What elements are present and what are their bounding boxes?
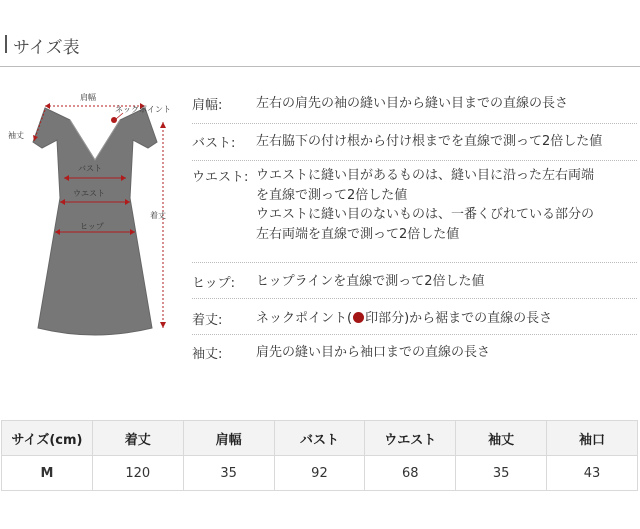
dress-diagram <box>0 80 190 360</box>
column-header: 袖口 <box>547 421 638 456</box>
table-cell: 43 <box>547 456 638 491</box>
description: 左右の肩先の袖の縫い目から縫い目までの直線の長さ <box>256 96 569 111</box>
table-cell: 68 <box>365 456 456 491</box>
label-sleeve: 袖丈 <box>8 131 24 140</box>
term: バスト: <box>192 136 236 151</box>
term: 着丈: <box>192 313 223 328</box>
label-length: 着丈 <box>150 211 166 220</box>
table-cell: 35 <box>456 456 547 491</box>
term: 袖丈: <box>192 347 223 362</box>
row-divider <box>192 123 637 124</box>
description-part: ネックポイント( <box>256 311 353 326</box>
column-header: 着丈 <box>92 421 183 456</box>
row-divider <box>192 298 637 299</box>
description-line: 左右両端を直線で測って2倍した値 <box>256 226 460 242</box>
label-waist: ウエスト <box>73 189 105 198</box>
table-row <box>2 456 638 491</box>
row-divider <box>192 334 637 335</box>
table-cell: 92 <box>274 456 365 491</box>
table-cell: 120 <box>92 456 183 491</box>
description-part: 印部分)から裾までの直線の長さ <box>365 311 553 326</box>
term: 肩幅: <box>192 98 223 113</box>
label-hip: ヒップ <box>80 222 104 231</box>
neck-point-marker-icon <box>353 312 364 323</box>
neck-point-dot <box>111 117 117 123</box>
term: ヒップ: <box>192 276 235 291</box>
table-header-row <box>2 421 638 456</box>
label-bust: バスト <box>78 164 102 173</box>
column-header: サイズ(cm) <box>2 421 93 456</box>
label-neck-point: ネックポイント <box>115 105 171 114</box>
description: 左右脇下の付け根から付け根までを直線で測って2倍した値 <box>256 134 603 149</box>
label-shoulder: 肩幅 <box>80 93 96 102</box>
description-line: を直線で測って2倍した値 <box>256 187 408 203</box>
description: ヒップラインを直線で測って2倍した値 <box>256 274 485 289</box>
column-header: ウエスト <box>365 421 456 456</box>
column-header: 袖丈 <box>456 421 547 456</box>
description-line: ウエストに縫い目のないものは、一番くびれている部分の <box>256 207 595 222</box>
size-table <box>1 420 638 491</box>
description: 肩先の縫い目から袖口までの直線の長さ <box>256 345 491 360</box>
title-accent-bar <box>5 35 7 53</box>
page-title: サイズ表 <box>13 38 80 58</box>
row-divider <box>192 262 637 263</box>
divider <box>0 66 640 67</box>
description-line: ウエストに縫い目があるものは、縫い目に沿った左右両端 <box>256 168 595 183</box>
column-header: 肩幅 <box>183 421 274 456</box>
table-cell: 35 <box>183 456 274 491</box>
table-cell: M <box>2 456 93 491</box>
column-header: バスト <box>274 421 365 456</box>
row-divider <box>192 160 637 161</box>
term: ウエスト: <box>192 170 249 185</box>
